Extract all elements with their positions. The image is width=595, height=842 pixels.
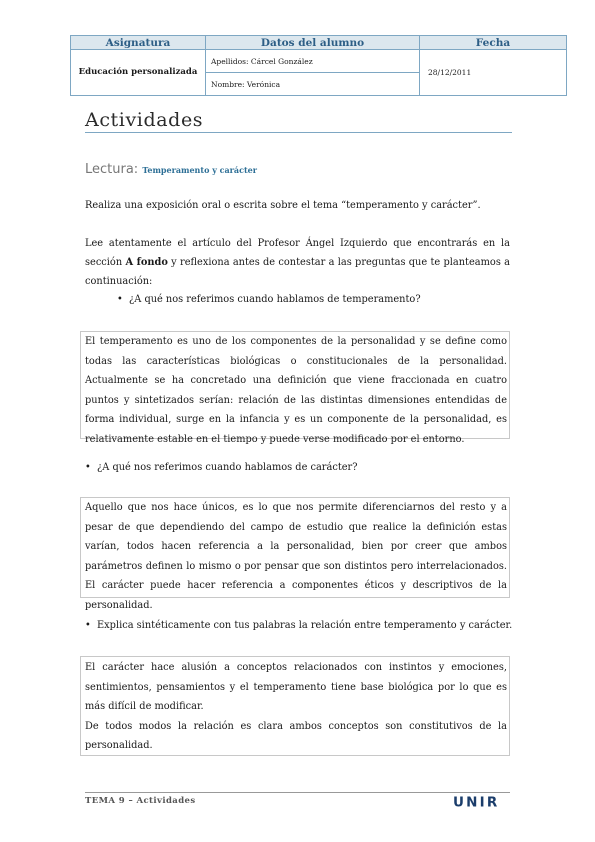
date-cell: 28/12/2011 — [420, 50, 567, 96]
intro-text: Realiza una exposición oral o escrita sobre el tema “temperamento y carácter”. — [85, 200, 481, 211]
name-cell: Nombre: Verónica — [206, 73, 420, 96]
title-divider — [85, 132, 512, 133]
lectura-topic: Temperamento y carácter — [142, 165, 257, 175]
col-student-header: Datos del alumno — [206, 36, 420, 50]
answer-2-box: Aquello que nos hace únicos, es lo que nos permite diferenciarnos del resto y a pesar de que dependiendo del campo de estudio que realice la definición estas varían, todos hacen referencia a la personalidad, bien por creer que ambos parámetros definen lo mismo o por pensar que son distintos pero interrelacionados. El carácter puede hacer referencia a componentes éticos y descriptivos de la personalidad. — [80, 497, 510, 598]
question-2-text: ¿A qué nos referimos cuando hablamos de carácter? — [97, 462, 358, 473]
question-1 — [117, 290, 421, 309]
question-3 — [85, 616, 512, 635]
lectura-label: Lectura: — [85, 162, 143, 177]
footer-text: TEMA 9 – Actividades — [85, 796, 196, 806]
col-subject-header: Asignatura — [71, 36, 206, 50]
page-title: Actividades — [85, 109, 204, 131]
bullet-icon: • — [85, 620, 91, 631]
instructions-bold: A fondo — [125, 257, 168, 268]
answer-3-paragraph-1: El carácter hace alusión a conceptos relacionados con instintos y emociones, sentimientos, pensamientos y el temperamento tiene base biológica por lo que es más difícil de modificar. — [85, 662, 507, 712]
instructions-before: Lee atentamente el artículo del Profesor Ángel Izquierdo que encontrarás en la sección — [85, 238, 510, 268]
bullet-icon: • — [85, 462, 91, 473]
answer-3-paragraph-2: De todos modos la relación es clara ambos conceptos son constitutivos de la personalidad. — [85, 720, 507, 751]
bullet-icon: • — [117, 294, 123, 305]
answer-3-box — [80, 656, 510, 756]
question-1-text: ¿A qué nos referimos cuando hablamos de temperamento? — [129, 294, 421, 305]
surnames-cell: Apellidos: Cárcel González — [206, 50, 420, 73]
answer-1-box: El temperamento es uno de los componentes de la personalidad y se define como todas las características biológicas o constitucionales de la personalidad. Actualmente se ha concretado una definición que viene fraccionada en cuatro puntos y sintetizados serían: relación de las distintas dimensiones entendidas de forma individual, surge en la infancia y es un componente de la personalidad, es relativamente estable en el tiempo y puede verse modificado por el entorno. — [80, 331, 510, 439]
footer-divider — [85, 792, 510, 793]
question-2 — [85, 458, 357, 477]
lectura-heading — [85, 162, 257, 177]
instructions-after: y reflexiona antes de contestar a las preguntas que te planteamos a continuación: — [85, 257, 510, 287]
svg-text:UNIR: UNIR — [453, 794, 500, 808]
question-3-text: Explica sintéticamente con tus palabras la relación entre temperamento y carácter. — [97, 620, 513, 631]
col-date-header: Fecha — [420, 36, 567, 50]
unir-logo-icon — [453, 794, 511, 808]
header-table — [70, 35, 567, 96]
subject-cell: Educación personalizada — [71, 50, 206, 96]
instructions-text — [85, 234, 510, 291]
